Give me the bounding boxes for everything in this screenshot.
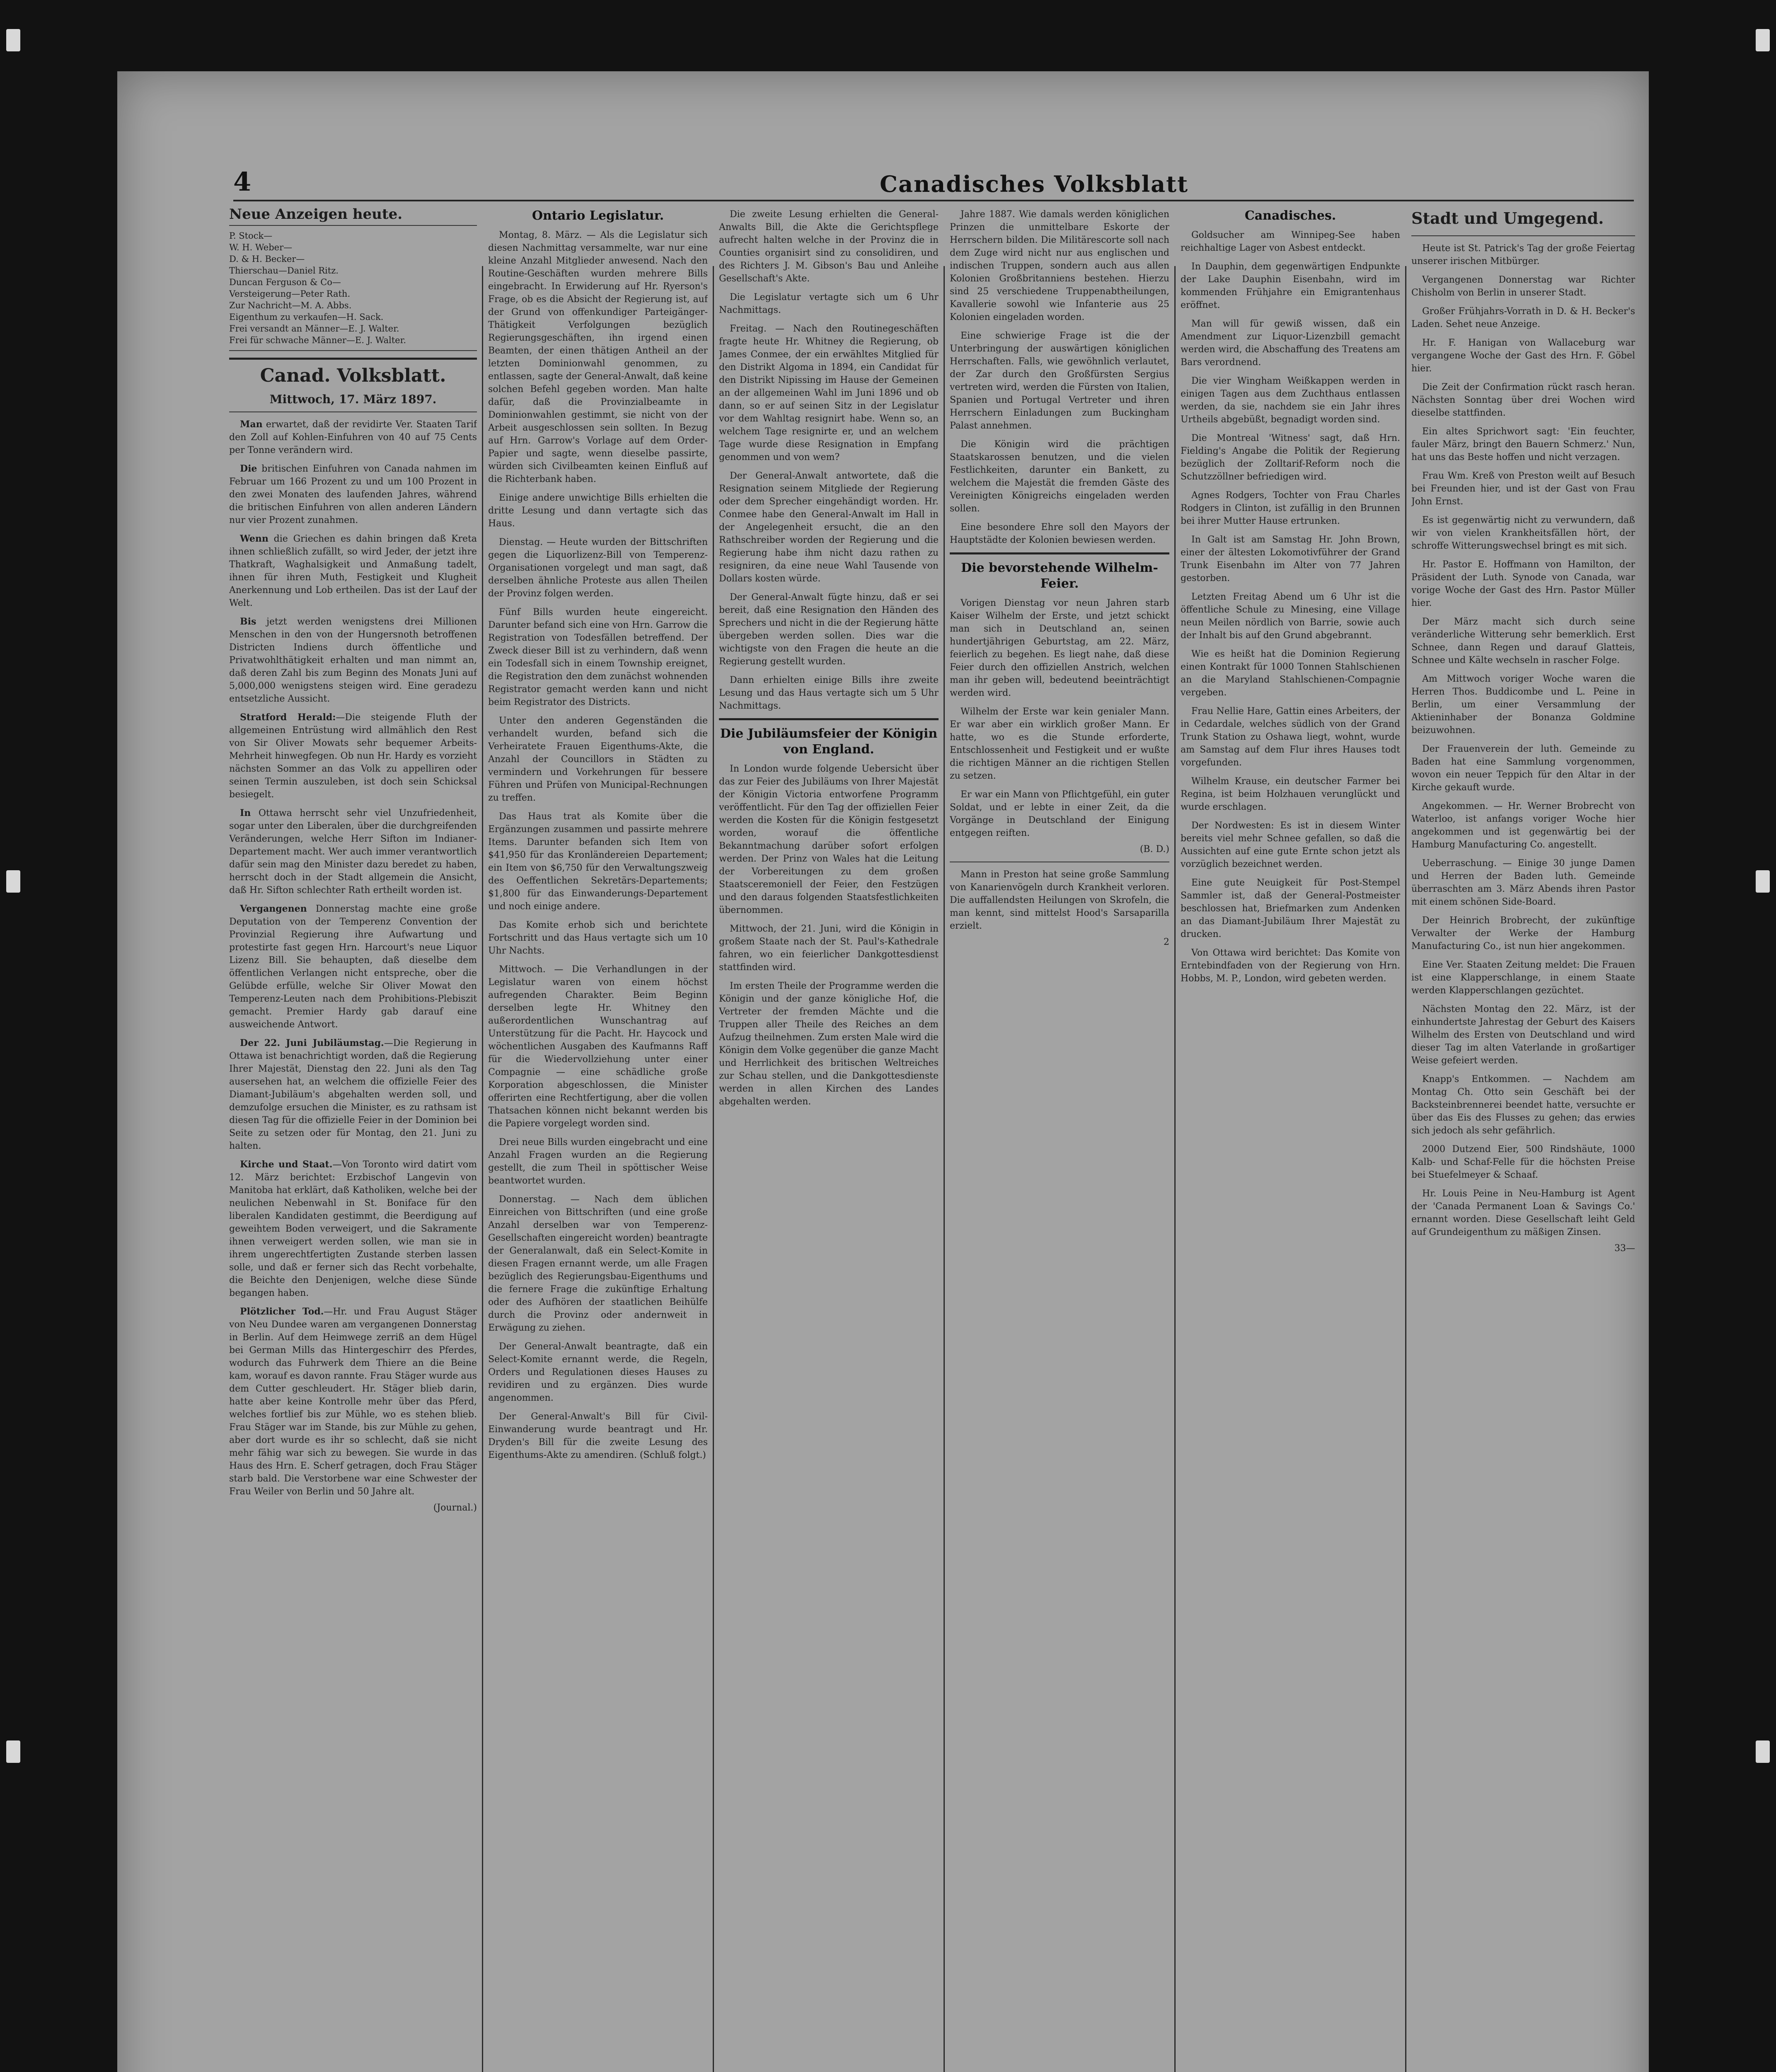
legislature-paragraph: Freitag. — Nach den Routinegeschäften fragte heute Hr. Whitney die Regierung, ob James Conmee, der ein erwähltes Mitglied für den Distrikt Algoma in 1894, ein Candidat für den Distrikt Nipissing im Hause der Gemeinen an der allgemeinen Wahl im Juni 1896 und ob dann, so er auf seinen Sitz in der Legislatur vor dem Wahltag resignirt habe. Wenn so, an welchem Tage resignirte er, und an welchem Tage wurde diese Resignation in Empfang genommen und von wem? (719, 324, 939, 462)
ad-listing: Eigenthum zu verkaufen—H. Sack. (229, 312, 384, 322)
section-rule (719, 718, 939, 720)
paragraph-text: —Die Regierung in Ottawa ist benachrichtigt worden, daß die Regierung Ihrer Majestät, Dienstag den 22. Juni als den Tag ausersehen hat, an welchem die offizielle Feier des Diamant-Jubiläum's abgehalten werden soll, und demzufolge ersuchen die Minister, es zu rathsam ist diesen Tag für die offizielle Feier in der Dominion bei Seite zu setzen oder für Montag, den 21. Juni zu halten. (229, 1038, 477, 1151)
news-paragraph (229, 711, 477, 801)
legislature-paragraph: Die Legislatur vertagte sich um 6 Uhr Nachmittags. (719, 292, 939, 315)
ad-listing: Zur Nachricht—M. A. Abbs. (229, 300, 352, 310)
column-rule (1405, 266, 1406, 2072)
paragraph-lead: In (240, 808, 251, 818)
legislature-paragraph: Der General-Anwalt fügte hinzu, daß er sei bereit, daß eine Resignation den Händen des Sprechers und nicht in die der Regierung hätte übergeben werden sollen. Dies war die wichtigste von den Fragen die heute an die Regierung gestellt wurden. (719, 592, 939, 667)
header-rule (233, 200, 1634, 201)
legislature-heading: Ontario Legislatur. (532, 208, 664, 223)
local-news-paragraph: Ein altes Sprichwort sagt: 'Ein feuchter, fauler März, bringt den Bauern Schmerz.' Nun, hat uns das Beste hoffen und nicht verzagen. (1411, 426, 1635, 462)
film-sprocket-mark (1756, 870, 1770, 893)
paragraph-lead: Die (240, 463, 257, 474)
paragraph-lead: Bis (240, 616, 256, 627)
masthead-title: Canadisches Volksblatt (880, 171, 1189, 197)
news-paragraph (229, 903, 477, 1031)
ad-listing: Frei versandt an Männer—E. J. Walter. (229, 324, 399, 334)
paragraph-text: britischen Einfuhren von Canada nahmen im Februar um 166 Prozent zu und um 100 Prozent in den zwei Monaten des laufenden Jahres, während die britischen Einfuhren von allen anderen Ländern nur vier Prozent zunahmen. (229, 464, 477, 525)
ad-listing: Thierschau—Daniel Ritz. (229, 266, 339, 276)
ad-listing: D. & H. Becker— (229, 254, 305, 264)
column-rule (482, 266, 483, 2072)
local-news-paragraph: Der Frauenverein der luth. Gemeinde zu Baden hat eine Sammlung vorgenommen, wovon ein neuer Teppich für den Altar in der Kirche gekauft wurde. (1411, 744, 1635, 793)
folio-mark: 2 (1164, 937, 1169, 947)
article-signature: (B. D.) (1140, 844, 1169, 854)
local-news-paragraph: Angekommen. — Hr. Werner Brobrecht von Waterloo, ist anfangs voriger Woche hier angekommen und ist gegenwärtig bei der Hamburg Manufacturing Co. angestellt. (1411, 801, 1635, 850)
page-header (233, 167, 1634, 200)
page-number: 4 (233, 167, 252, 197)
paragraph-text: Ottawa herrscht sehr viel Unzufriedenheit, sogar unter den Liberalen, über die durchgreifenden Veränderungen, welche Herr Sifton im Indianer-Departement macht. Wer auch immer verantwortlich dafür sein mag den Minister dazu beredet zu haben, herrscht doch in der Stadt allgemein die Ansicht, daß Hr. Sifton schlechter Rath ertheilt worden ist. (229, 808, 477, 896)
local-news-paragraph: Die Zeit der Confirmation rückt rasch heran. Nächsten Sonntag über drei Wochen wird dieselbe stattfinden. (1411, 382, 1635, 418)
film-sprocket-mark (1756, 29, 1770, 51)
paragraph-lead: Plötzlicher Tod. (240, 1306, 324, 1317)
paragraph-lead: Man (240, 419, 263, 430)
column-rule (944, 266, 945, 2072)
column-rule (713, 266, 714, 2072)
canadian-news-paragraph: Der Nordwesten: Es ist in diesem Winter bereits viel mehr Schnee gefallen, so daß die Aussichten auf eine gute Ernte schon jetzt als vorzüglich bezeichnet werden. (1181, 821, 1400, 869)
jubilee-paragraph: Die Königin wird die prächtigen Staatskarossen benutzen, und die vielen Festlichkeiten, darunter ein Bankett, zu welchem die Majestät die fremden Gäste des Vereinigten Königreichs eingeladen werden sollen. (950, 439, 1169, 514)
canadian-news-paragraph: Letzten Freitag Abend um 6 Uhr ist die öffentliche Schule zu Minesing, eine Village neun Meilen nördlich von Barrie, sowie auch der Inhalt bis auf den Grund abgebrannt. (1181, 592, 1400, 641)
local-news-paragraph: Der Heinrich Brobrecht, der zukünftige Verwalter der Werke der Hamburg Manufacturing Co., ist nun hier angekommen. (1411, 915, 1635, 951)
local-news-paragraph: Heute ist St. Patrick's Tag der große Feiertag unserer irischen Mitbürger. (1411, 243, 1635, 266)
jubilee-article (719, 762, 939, 1108)
new-ads-heading: Neue Anzeigen heute. (229, 208, 403, 223)
canadian-news-paragraph: Wie es heißt hat die Dominion Regierung einen Kontrakt für 1000 Tonnen Stahlschienen an die Maryland Stahlschienen-Compagnie vergeben. (1181, 649, 1400, 698)
column-5 (1181, 208, 1400, 2052)
legislature-paragraph: Drei neue Bills wurden eingebracht und eine Anzahl Fragen wurden an die Regierung gestellt, die zum Theil in spöttischer Weise beantwortet wurden. (488, 1137, 708, 1186)
news-paragraph (229, 615, 477, 705)
section-rule (1411, 235, 1635, 236)
jubilee-paragraph: Jahre 1887. Wie damals werden königlichen Prinzen die unmittelbare Eskorte der Herrschern bilden. Die Militärescorte soll nach dem Zuge wird nicht nur aus englischen und indischen Truppen, sondern auch aus allen Kolonien Großbritanniens bestehen. Hierzu sind 25 verschiedene Truppenabtheilungen, Kavallerie sowohl wie Infanterie aus 25 Kolonien eingeladen worden. (950, 209, 1169, 322)
legislature-continuation (719, 208, 939, 712)
column-rule (1174, 266, 1176, 2072)
ad-listing: W. H. Weber— (229, 242, 293, 252)
local-news (1411, 242, 1635, 1239)
legislature-paragraph: Einige andere unwichtige Bills erhielten die dritte Lesung und dann vertagte sich das Haus. (488, 493, 708, 529)
canadian-news (1181, 229, 1400, 985)
jubilee-heading: Die Jubiläumsfeier der Königin von England. (720, 726, 938, 757)
paragraph-text: —Die steigende Fluth der allgemeinen Entrüstung wird allmählich den Rest von Sir Oliver Mowats sehr bequemer Arbeits-Mehrheit hinwegfegen. Ob nun Hr. Hardy es vorzieht nächsten Sommer an das Volk zu appelliren oder seinen Termin auszuleben, ist doch sein Schicksal besiegelt. (229, 712, 477, 800)
legislature-paragraph: Der General-Anwalt's Bill für Civil-Einwanderung wurde beantragt und Hr. Dryden's Bill für die zweite Lesung des Eigenthums-Akte zu amendiren. (Schluß folgt.) (488, 1411, 708, 1460)
jubilee-paragraph: Eine besondere Ehre soll den Mayors der Hauptstädte der Kolonien bewiesen werden. (950, 522, 1169, 545)
paper-name: Canad. Volksblatt. (260, 365, 446, 386)
column-1-articles (229, 418, 477, 1498)
jubilee-paragraph: Eine schwierige Frage ist die der Unterbringung der auswärtigen königlichen Herrschaften. Falls, wie gewöhnlich verlautet, der Zar durch den Großfürsten Sergius vertreten wird, werden die Fürsten von Italien, Spanien und Portugal Vertreter und ihren Herrschern Einladungen zum Buckingham Palast annehmen. (950, 331, 1169, 431)
column-4 (950, 208, 1169, 2052)
local-news-paragraph: Hr. F. Hanigan von Wallaceburg war vergangene Woche der Gast des Hrn. F. Göbel hier. (1411, 338, 1635, 374)
jubilee-paragraph: In London wurde folgende Uebersicht über das zur Feier des Jubiläums von Ihrer Majestät der Königin Victoria entworfene Programm veröffentlicht. Für den Tag der offiziellen Feier werden die Kosten für die Königin festgesetzt worden, worauf die öffentliche Bekanntmachung darüber sofort erfolgen werden. Der Prinz von Wales hat die Leitung der Vorbereitungen zu dem großen Staatsceremoniell der Feier, den Festzügen und den daraus folgenden Staatsfestlichkeiten übernommen. (719, 764, 939, 915)
jubilee-paragraph: Mittwoch, der 21. Juni, wird die Königin in großem Staate nach der St. Paul's-Kathedrale fahren, wo ein feierlicher Dankgottesdienst stattfinden wird. (719, 924, 939, 973)
news-paragraph (229, 418, 477, 457)
local-news-paragraph: Nächsten Montag den 22. März, ist der einhundertste Jahrestag der Geburt des Kaisers Wilhelm des Ersten von Deutschland und wird dieser Tag im alten Vaterlande in großartiger Weise gefeiert werden. (1411, 1004, 1635, 1066)
news-paragraph (229, 462, 477, 527)
local-news-paragraph: Knapp's Entkommen. — Nachdem am Montag Ch. Otto sein Geschäft bei der Backsteinbrennerei beendet hatte, versuchte er über das Eis des Flusses zu gehen; das erwies sich jedoch als sehr gefährlich. (1411, 1074, 1635, 1136)
paragraph-text: jetzt werden wenigstens drei Millionen Menschen in den von der Hungersnoth betroffenen Districten Indiens durch öffentliche und Privatwohlthätigkeit erhalten und man nimmt an, daß deren Zahl bis zum Beginn des Monats Juni auf 5,000,000 wenigstens steigen wird. Eine geradezu entsetzliche Aussicht. (229, 617, 477, 704)
local-news-paragraph: Vergangenen Donnerstag war Richter Chisholm von Berlin in unserer Stadt. (1411, 275, 1635, 298)
paragraph-lead: Stratford Herald: (240, 712, 336, 723)
local-news-paragraph: 2000 Dutzend Eier, 500 Rindshäute, 1000 Kalb- und Schaf-Felle für die höchsten Preise bei Stuefelmeyer & Schaaf. (1411, 1144, 1635, 1180)
legislature-paragraph: Der General-Anwalt beantragte, daß ein Select-Komite ernannt werde, die Regeln, Orders und Regulationen dieses Hauses zu revidiren und zu ergänzen. Dies wurde angenommen. (488, 1341, 708, 1403)
paragraph-text: —Hr. und Frau August Stäger von Neu Dundee waren am vergangenen Donnerstag in Berlin. Auf dem Heimwege zerriß an dem Hügel bei German Mills das Hintergeschirr des Pferdes, wodurch das Fuhrwerk dem Thiere an die Beine kam, worauf es davon rannte. Frau Stäger wurde aus dem Cutter geschleudert. Hr. Stäger blieb darin, hatte aber keine Kontrolle mehr über das Pferd, welches fortlief bis zur Mühle, wo es stehen blieb. Frau Stäger war im Stande, bis zur Mühle zu gehen, aber dort wurde es ihr so schlecht, daß sie nicht mehr fähig war sich zu bewegen. Sie wurde in das Haus des Hrn. E. Scherf getragen, doch Frau Stäger starb bald. Die Verstorbene war eine Schwester der Frau Weiler von Berlin und 50 Jahre alt. (229, 1307, 477, 1497)
canadian-news-paragraph: Die vier Wingham Weißkappen werden in einigen Tagen aus dem Zuchthaus entlassen werden, da sie, nachdem sie ein Jahr ihres Urtheils abgebüßt, begnadigt worden sind. (1181, 376, 1400, 425)
canadian-news-paragraph: In Dauphin, dem gegenwärtigen Endpunkte der Lake Dauphin Eisenbahn, wird im kommenden Frühjahre ein Emigrantenhaus eröffnet. (1181, 261, 1400, 310)
legislature-paragraph: Die zweite Lesung erhielten die General-Anwalts Bill, die Akte die Gerichtspflege aufrecht halten welche in der Provinz die in Counties organisirt sind zu consolidiren, und des Richters J. M. Gibson's Bau und Anleihe Gesellschaft's Akte. (719, 209, 939, 284)
new-ads-list (229, 225, 477, 351)
ad-listing: P. Stock— (229, 231, 273, 241)
ad-listing: Versteigerung—Peter Rath. (229, 289, 351, 299)
film-sprocket-mark (6, 1740, 20, 1763)
local-news-heading: Stadt und Umgegend. (1411, 209, 1604, 228)
canadian-news-paragraph: Agnes Rodgers, Tochter von Frau Charles Rodgers in Clinton, ist zufällig in den Brunnen bei ihrer Mutter Hause ertrunken. (1181, 490, 1400, 526)
local-news-paragraph: Ueberraschung. — Einige 30 junge Damen und Herren der Baden luth. Gemeinde überraschten am 3. März Abends ihren Pastor mit einem schönen Side-Board. (1411, 858, 1635, 907)
canadian-news-paragraph: Man will für gewiß wissen, daß ein Amendment zur Liquor-Lizenzbill gemacht werden wird, die Abschaffung des Treatens am Bars verordnend. (1181, 319, 1400, 368)
news-paragraph (229, 1305, 477, 1498)
legislature-report (488, 229, 708, 1462)
paragraph-text: erwartet, daß der revidirte Ver. Staaten Tarif den Zoll auf Kohlen-Einfuhren von 40 auf 75 Cents per Tonne verändern wird. (229, 419, 477, 455)
legislature-paragraph: Unter den anderen Gegenständen die verhandelt wurden, befand sich die Verheiratete Frauen Eigenthums-Akte, die Anzahl der Councillors in Städten zu vermindern und Vorkehrungen für bessere Führen und Prüfen von Municipal-Rechnungen zu treffen. (488, 716, 708, 803)
ad-listing: Duncan Ferguson & Co— (229, 277, 341, 287)
ad-listing: Frei für schwache Männer—E. J. Walter. (229, 335, 406, 345)
legislature-paragraph: Montag, 8. März. — Als die Legislatur sich diesen Nachmittag versammelte, war nur eine kleine Anzahl Mitglieder anwesend. Nach den Routine-Geschäften wurden mehrere Bills eingebracht. In Erwiderung auf Hr. Ryerson's Frage, ob es die Absicht der Regierung ist, auf der Grund von offenkundiger Parteigänger-Thätigkeit Verfolgungen bezüglich Regierungsgeschäften, ihn irgend einen Beamten, der einen thätigen Antheil an der letzten Dominionwahl genommen, zu entlassen, sagte der General-Anwalt, daß keine solchen Befehl gegeben worden. Man halte dafür, daß die Provinzialbeamte in Dominionwahlen gestimmt, sie nicht von der Arbeit ausgeschlossen sein sollten. In Bezug auf Hrn. Garrow's Vorlage auf dem Order-Papier und sagte, wenn dieselbe passirte, würden sich Civilbeamten keinen Einfluß auf die Richterbank haben. (488, 230, 708, 484)
wilhelm-heading: Die bevorstehende Wilhelm-Feier. (961, 561, 1158, 591)
local-news-paragraph: Eine Ver. Staaten Zeitung meldet: Die Frauen ist eine Klapperschlange, in einem Staate werden Klapperschlangen gezüchtet. (1411, 960, 1635, 996)
canadian-news-paragraph: In Galt ist am Samstag Hr. John Brown, einer der ältesten Lokomotivführer der Grand Trunk Eisenbahn im Alter von 77 Jahren gestorben. (1181, 535, 1400, 583)
paragraph-lead: Vergangenen (240, 903, 307, 914)
column-6 (1411, 208, 1635, 2052)
paragraph-lead: Kirche und Staat. (240, 1159, 333, 1170)
column-2 (488, 208, 708, 2052)
legislature-paragraph: Donnerstag. — Nach dem üblichen Einreichen von Bittschriften (und eine große Anzahl derselben war von Temperenz-Gesellschaften eingereicht worden) beantragte der Generalanwalt, daß ein Select-Komite in diesen Fragen ernannt werde, um alle Fragen bezüglich des Regierungsbau-Eigenthums und die fernere Frage die zukünftige Erhaltung oder des Aufhören der staatlichen Beihülfe durch die Provinz oder andernweit in Erwägung zu ziehen. (488, 1194, 708, 1333)
paragraph-lead: Wenn (240, 533, 269, 544)
footer-mark: 33— (1614, 1243, 1635, 1254)
wilhelm-paragraph: Vorigen Dienstag vor neun Jahren starb Kaiser Wilhelm der Erste, und jetzt schickt man sich in Deutschland an, seinen hundertjährigen Geburtstag, am 22. März, feierlich zu begehen. Es liegt nahe, daß diese Feier durch den offiziellen Anstrich, welchen man ihr geben will, bedeutend beeinträchtigt werden wird. (950, 598, 1169, 698)
canadian-news-heading: Canadisches. (1244, 208, 1336, 223)
column-1 (229, 208, 477, 2052)
local-news-paragraph: Hr. Pastor E. Hoffmann von Hamilton, der Präsident der Luth. Synode von Canada, war vorige Woche der Gast des Hrn. Pastor Müller hier. (1411, 559, 1635, 608)
section-rule (950, 552, 1169, 554)
legislature-paragraph: Das Komite erhob sich und berichtete Fortschritt und das Haus vertagte sich um 10 Uhr Nachts. (488, 920, 708, 956)
news-paragraph (229, 1037, 477, 1152)
paragraph-lead: Der 22. Juni Jubiläumstag. (240, 1038, 384, 1048)
jubilee-paragraph: Im ersten Theile der Programme werden die Königin und der ganze königliche Hof, die Vertreter der fremden Mächte und die Truppen aller Theile des Reiches an dem Aufzug theilnehmen. Zum ersten Male wird die Königin dem Volke gegenüber die ganze Macht und Herrlichkeit des britischen Weltreiches zur Schau stellen, und die Dankgottesdienste werden in allen Kirchen des Landes abgehalten werden. (719, 981, 939, 1107)
news-paragraph (229, 533, 477, 610)
canadian-news-paragraph: Von Ottawa wird berichtet: Das Komite von Erntebindfaden von der Regierung von Hrn. Hobbs, M. P., London, wird gebeten werden. (1181, 948, 1400, 984)
news-paragraph (229, 807, 477, 897)
legislature-paragraph: Mittwoch. — Die Verhandlungen in der Legislatur waren von einem höchst aufregenden Charakter. Beim Beginn derselben legte Hr. Whitney den außerordentlichen Wunschantrag auf Unterstützung für die Pacht. Hr. Haycock und wöchentlichen Ausgaben des Kaufmanns Raff für die Wiedervollziehung unter einer Compagnie — eine schädliche große Korporation abgeschlossen, die Minister offerirten eine Rechtfertigung, aber die vollen Thatsachen können nicht bekannt werden bis die Papiere vorgelegt worden sind. (488, 964, 708, 1129)
film-sprocket-mark (6, 29, 20, 51)
canadian-news-paragraph: Eine gute Neuigkeit für Post-Stempel Sammler ist, daß der General-Postmeister beschlossen hat, Briefmarken zum Andenken an das Diamant-Jubiläum Ihrer Majestät zu drucken. (1181, 878, 1400, 939)
legislature-paragraph: Dann erhielten einige Bills ihre zweite Lesung und das Haus vertagte sich um 5 Uhr Nachmittags. (719, 675, 939, 711)
source-note: (Journal.) (433, 1503, 477, 1513)
wilhelm-paragraph: Er war ein Mann von Pflichtgefühl, ein guter Soldat, und er lebte in einer Zeit, da die Vorgänge in Deutschland der Einigung entgegen reiften. (950, 789, 1169, 838)
film-sprocket-mark (1756, 1740, 1770, 1763)
wilhelm-article (950, 597, 1169, 840)
paragraph-text: —Von Toronto wird datirt vom 12. März berichtet: Erzbischof Langevin von Manitoba hat erklärt, daß Katholiken, welche bei der neulichen Nebenwahl in St. Boniface für den liberalen Kandidaten gestimmt, die Beerdigung auf geweihtem Boden verweigert, und die Sakramente ihnen verweigert werden sollen, wie man sie in ihrem ungerechtfertigten Zustande sterben lassen solle, und daß er ferner sich das Recht vorbehalte, die Beichte den Denjenigen, welche diese Sünde begangen haben. (229, 1159, 477, 1298)
section-rule (229, 411, 477, 412)
paragraph-text: die Griechen es dahin bringen daß Kreta ihnen schließlich zufällt, so wird Jeder, der jetzt ihre Thatkraft, Waghalsigkeit und Anmaßung tadelt, ihnen für ihren Muth, Festigkeit und Klugheit Anerkennung und Lob ertheilen. Das ist der Lauf der Welt. (229, 534, 477, 608)
local-news-paragraph: Der März macht sich durch seine veränderliche Witterung sehr bemerklich. Erst Schnee, dann Regen und darauf Glatteis, Schnee und Kälte wechseln in rascher Folge. (1411, 617, 1635, 666)
local-news-paragraph: Frau Wm. Kreß von Preston weilt auf Besuch bei Freunden hier, und ist der Gast von Frau John Ernst. (1411, 471, 1635, 507)
column-3 (719, 208, 939, 2052)
local-news-paragraph: Hr. Louis Peine in Neu-Hamburg ist Agent der 'Canada Permanent Loan & Savings Co.' ernannt worden. Diese Gesellschaft leiht Geld auf Grundeigenthum zu mäßigen Zinsen. (1411, 1188, 1635, 1237)
legislature-paragraph: Fünf Bills wurden heute eingereicht. Darunter befand sich eine von Hrn. Garrow die Registration von Todesfällen betreffend. Der Zweck dieser Bill ist zu verhindern, daß wenn ein Todesfall sich in einem Township ereignet, die Registration den dem zunächst wohnenden Registrator gemacht werden kann und nicht beim Registrator des Districts. (488, 607, 708, 707)
paragraph-text: Donnerstag machte eine große Deputation von der Temperenz Convention der Provinzial Regierung ihre Aufwartung und protestirte fast gegen Hrn. Harcourt's neue Liquor Lizenz Bill. Sie behaupten, daß dieselbe dem öffentlichen Verlangen nicht entspreche, ober die Gelübde erfülle, welche Sir Oliver Mowat den Temperenz-Leuten nach dem Prohibitions-Plebiszit gemacht. Premier Hardy gab darauf eine ausweichende Antwort. (229, 904, 477, 1030)
local-news-paragraph: Es ist gegenwärtig nicht zu verwundern, daß wir von vielen Krankheitsfällen hört, der schroffe Witterungswechsel bringt es mit sich. (1411, 515, 1635, 551)
wilhelm-paragraph: Wilhelm der Erste war kein genialer Mann. Er war aber ein wirklich großer Mann. Er hatte, wo es die Stunde erforderte, Entschlossenheit und Festigkeit und er wußte die richtigen Männer an die richtigen Stellen zu setzen. (950, 707, 1169, 781)
legislature-paragraph: Das Haus trat als Komite über die Ergänzungen zusammen und passirte mehrere Items. Darunter befanden sich Item von $41,950 für das Kronländereien Departement; ein Item von $6,750 für den Verwaltungszweig des Oeffentlichen Sekretärs-Departements; $1,800 für das Einwanderungs-Departement und noch einige andere. (488, 811, 708, 912)
canadian-news-paragraph: Goldsucher am Winnipeg-See haben reichhaltige Lager von Asbest entdeckt. (1181, 230, 1400, 253)
newspaper-page (117, 71, 1649, 2072)
jubilee-continuation (950, 208, 1169, 547)
canadian-news-paragraph: Wilhelm Krause, ein deutscher Farmer bei Regina, ist beim Holzhauen verunglückt und wurde erschlagen. (1181, 776, 1400, 812)
section-rule (229, 358, 477, 360)
local-news-paragraph: Am Mittwoch voriger Woche waren die Herren Thos. Buddicombe und L. Peine in Berlin, um einer Versammlung der Aktieninhaber der Bonanza Goldmine beizuwohnen. (1411, 674, 1635, 736)
legislature-paragraph: Der General-Anwalt antwortete, daß die Resignation seinem Mitgliede der Regierung oder dem Sprecher eingehändigt worden. Hr. Conmee habe den General-Anwalt im Hall in der Angelegenheit ersucht, die an den Rathschreiber worden der Regierung und die Regierung habe ihm nicht dazu rathen zu resigniren, da eine neue Wahl Tausende von Dollars kosten würde. (719, 471, 939, 584)
local-news-paragraph: Großer Frühjahrs-Vorrath in D. & H. Becker's Laden. Sehet neue Anzeige. (1411, 306, 1635, 329)
film-sprocket-mark (6, 870, 20, 893)
canadian-news-paragraph: Frau Nellie Hare, Gattin eines Arbeiters, der in Cedardale, welches südlich von der Grand Trunk Station zu Oshawa liegt, wohnt, wurde am Samstag auf dem Flur ihres Hauses todt vorgefunden. (1181, 706, 1400, 768)
news-paragraph (229, 1158, 477, 1300)
closing-notice: Mann in Preston hat seine große Sammlung von Kanarienvögeln durch Krankheit verloren. Die auffallendsten Heilungen von Skrofeln, die man kennt, sind mittelst Hood's Sarsaparilla erzielt. (950, 869, 1169, 931)
canadian-news-paragraph: Die Montreal 'Witness' sagt, daß Hrn. Fielding's Angabe die Politik der Regierung bezüglich der Zolltarif-Reform noch die Schutzzöllner befriedigen wird. (1181, 433, 1400, 482)
legislature-paragraph: Dienstag. — Heute wurden der Bittschriften gegen die Liquorlizenz-Bill von Temperenz-Organisationen vorgelegt und man sagt, daß derselben ähnliche Proteste aus allen Theilen der Provinz folgen werden. (488, 537, 708, 599)
issue-date: Mittwoch, 17. März 1897. (269, 392, 437, 406)
